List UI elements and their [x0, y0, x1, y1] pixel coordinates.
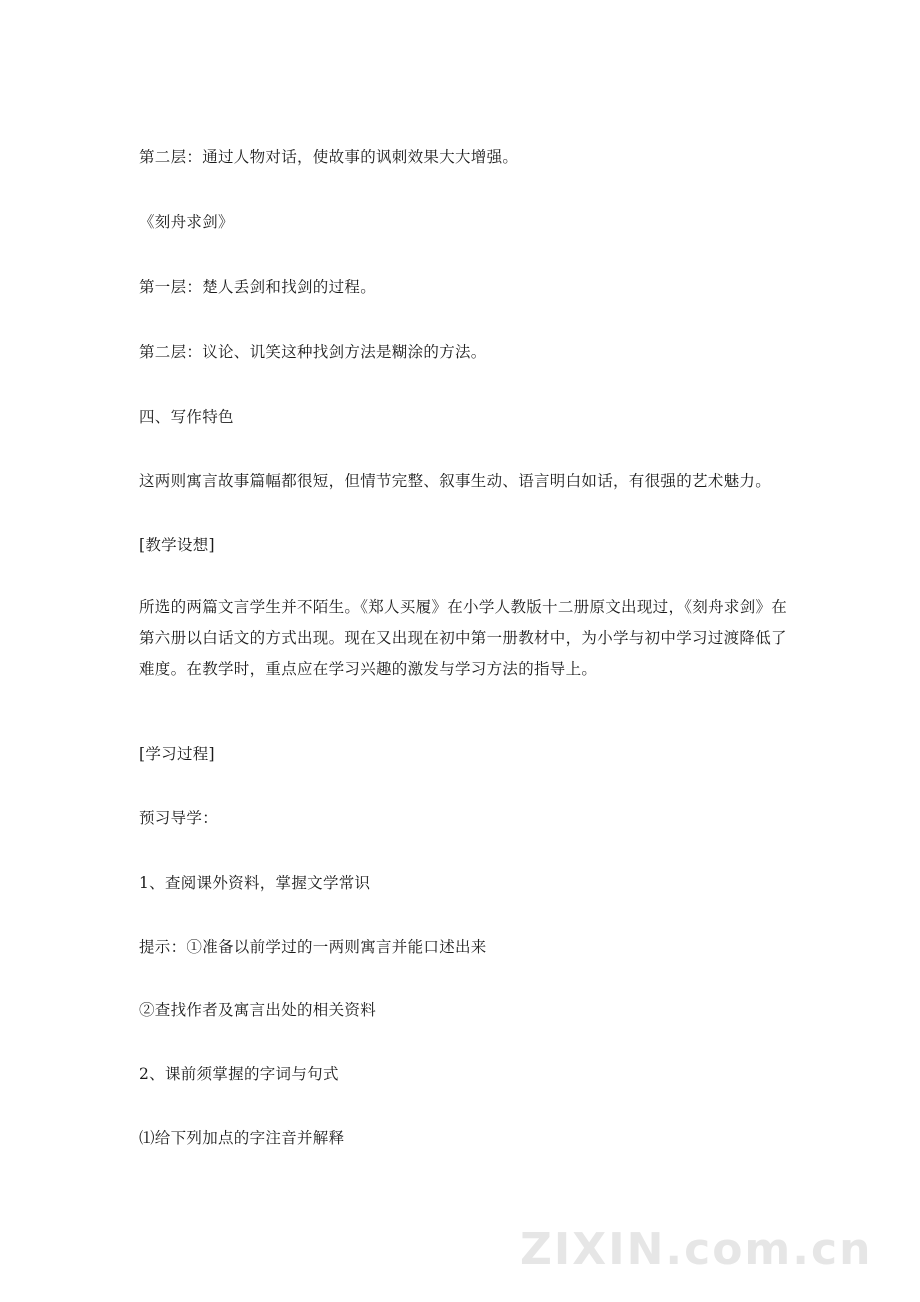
text-line-layer-two-discussion: 第二层：议论、讥笑这种找剑方法是糊涂的方法。 — [139, 343, 487, 361]
text-line-features-summary: 这两则寓言故事篇幅都很短，但情节完整、叙事生动、语言明白如话，有很强的艺术魅力。 — [139, 472, 772, 490]
text-line-layer-two-dialogue: 第二层：通过人物对话，使故事的讽刺效果大大增强。 — [139, 148, 519, 166]
section-heading-teaching-design: [教学设想] — [139, 536, 215, 554]
section-heading-writing-features: 四、写作特色 — [139, 408, 234, 426]
paragraph-teaching-design: 所选的两篇文言学生并不陌生。《郑人买履》在小学人教版十二册原文出现过，《刻舟求剑》在第六册以白话文的方式出现。现在又出现在初中第一册教材中，为小学与初中学习过渡降低了难度。在教学时，重点应在学习兴趣的激发与学习方法的指导上。 — [139, 598, 788, 678]
text-line-preview-guide: 预习导学： — [139, 809, 219, 827]
text-line-item-2: 2、课前须掌握的字词与句式 — [139, 1065, 339, 1083]
text-line-item-1: 1、查阅课外资料，掌握文学常识 — [139, 874, 371, 892]
text-line-hint-2: ②查找作者及寓言出处的相关资料 — [139, 1001, 377, 1019]
text-line-layer-one: 第一层：楚人丢剑和找剑的过程。 — [139, 278, 377, 296]
watermark-logo: ZIXIN.com.cn — [520, 1224, 873, 1275]
section-heading-learning-process: [学习过程] — [139, 745, 215, 763]
text-line-title-kezhouqiujian: 《刻舟求剑》 — [139, 213, 234, 231]
text-line-hint: 提示：①准备以前学过的一两则寓言并能口述出来 — [139, 938, 487, 956]
text-line-subitem-1: ⑴给下列加点的字注音并解释 — [139, 1129, 345, 1147]
